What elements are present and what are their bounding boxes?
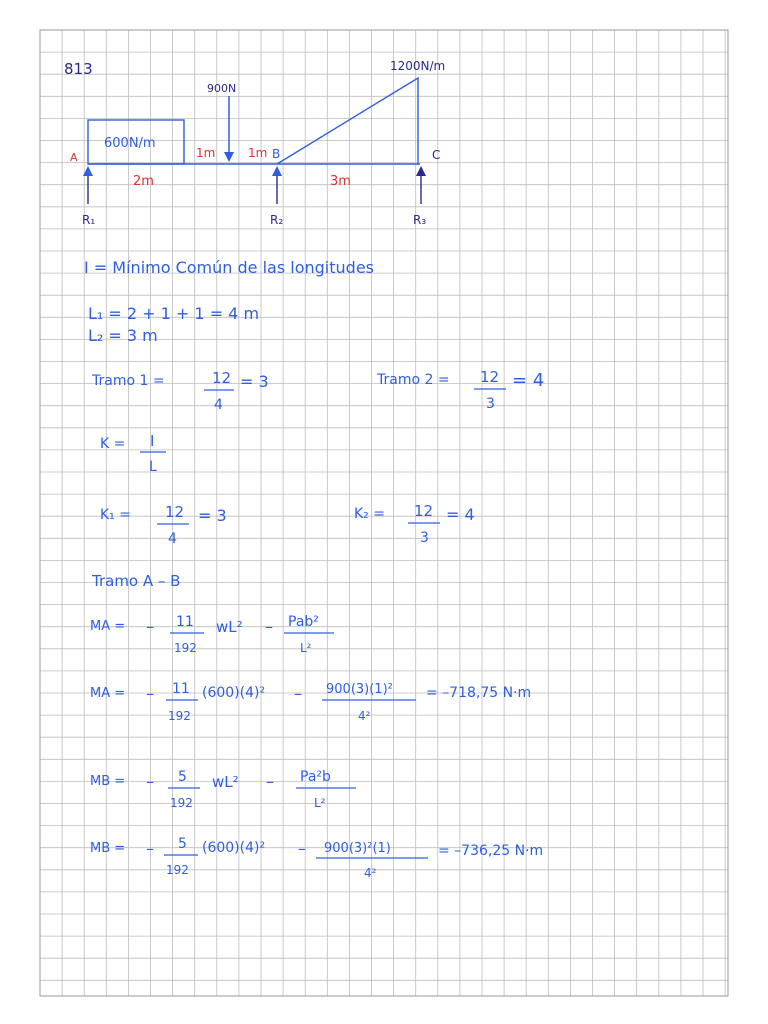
mb2-num1: 5 xyxy=(178,836,187,852)
mb2-den1: 192 xyxy=(166,863,189,877)
node-c-label: C xyxy=(432,148,441,162)
reaction-1-label: R₁ xyxy=(82,213,96,227)
mb2-minus1: – xyxy=(146,839,154,858)
ma-minus1: – xyxy=(146,617,154,636)
ma-wl: wL² xyxy=(216,618,243,636)
k2-den: 3 xyxy=(420,530,429,546)
ma2-result: = –718,75 N·m xyxy=(426,685,532,701)
mb-minus1: – xyxy=(146,772,154,791)
ma2-minus1: – xyxy=(146,684,154,703)
k1-result: = 3 xyxy=(198,506,227,525)
k2-label: K₂ = xyxy=(354,506,385,522)
mb2-minus2: – xyxy=(298,839,306,858)
reaction-2-arrowhead xyxy=(272,166,282,176)
dim-1m-right: 1m xyxy=(248,146,268,160)
node-b-label: B xyxy=(272,147,281,161)
dim-2m: 2m xyxy=(133,174,154,189)
ma2-den1: 192 xyxy=(168,709,191,723)
ma-den2: L² xyxy=(300,641,312,655)
reaction-2-label: R₂ xyxy=(270,213,284,227)
page-number: 813 xyxy=(64,60,93,78)
tramo1-num: 12 xyxy=(212,369,232,387)
tramo1-label: Tramo 1 = xyxy=(92,373,165,389)
reaction-3-label: R₃ xyxy=(413,213,427,227)
mb-minus2: – xyxy=(266,772,274,791)
ma2-num1: 11 xyxy=(172,681,190,697)
beam-diagram xyxy=(64,59,445,227)
ma2-den2: 4² xyxy=(358,709,371,723)
k-num: I xyxy=(150,432,155,450)
ma2-label: MA = xyxy=(90,686,126,701)
l2-line: L₂ = 3 m xyxy=(88,326,158,345)
ma-num1: 11 xyxy=(176,614,194,630)
tramo2-label: Tramo 2 = xyxy=(377,372,450,388)
ma-label: MA = xyxy=(90,619,126,634)
ma-den1: 192 xyxy=(174,641,197,655)
point-load-arrowhead xyxy=(224,152,234,162)
k-label: K = xyxy=(100,436,126,452)
mb-label: MB = xyxy=(90,774,126,789)
mb2-num2: 900(3)²(1) xyxy=(324,841,391,856)
k-den: L xyxy=(149,459,157,475)
mb-wl: wL² xyxy=(212,773,239,791)
tramo-ab-heading: Tramo A – B xyxy=(92,572,181,590)
tramo2-result: = 4 xyxy=(512,370,545,391)
k1-label: K₁ = xyxy=(100,507,131,523)
tramo1-result: = 3 xyxy=(240,372,269,391)
definition-line: I = Mínimo Común de las longitudes xyxy=(84,258,374,277)
ma2-term1: (600)(4)² xyxy=(202,685,266,701)
tramo2-num: 12 xyxy=(480,368,500,386)
tramo1-den: 4 xyxy=(214,397,223,413)
k1-num: 12 xyxy=(165,503,185,521)
triangular-load-label: 1200N/m xyxy=(390,59,446,73)
mb-den1: 192 xyxy=(170,796,193,810)
triangular-load xyxy=(277,78,418,164)
l1-line: L₁ = 2 + 1 + 1 = 4 m xyxy=(88,304,260,323)
dim-1m-left: 1m xyxy=(196,146,216,160)
node-a-label: A xyxy=(70,151,78,164)
mb-num1: 5 xyxy=(178,769,187,785)
mb2-term1: (600)(4)² xyxy=(202,840,266,856)
mb-den2: L² xyxy=(314,796,326,810)
k2-result: = 4 xyxy=(446,505,475,524)
ma-minus2: – xyxy=(265,617,273,636)
ma2-num2: 900(3)(1)² xyxy=(326,682,393,697)
mb-num2: Pa²b xyxy=(300,769,331,785)
mb2-label: MB = xyxy=(90,841,126,856)
dim-3m: 3m xyxy=(330,174,351,189)
k1-den: 4 xyxy=(168,531,177,547)
mb2-result: = –736,25 N·m xyxy=(438,843,544,859)
reaction-3-arrowhead xyxy=(416,166,426,176)
ma2-minus2: – xyxy=(294,684,302,703)
tramo2-den: 3 xyxy=(486,396,495,412)
point-load-label: 900N xyxy=(207,82,237,95)
handwritten-notes xyxy=(84,258,544,880)
mb2-den2: 4² xyxy=(364,866,377,880)
ma-num2: Pab² xyxy=(288,614,319,630)
distributed-load-label: 600N/m xyxy=(104,136,156,151)
k2-num: 12 xyxy=(414,502,434,520)
